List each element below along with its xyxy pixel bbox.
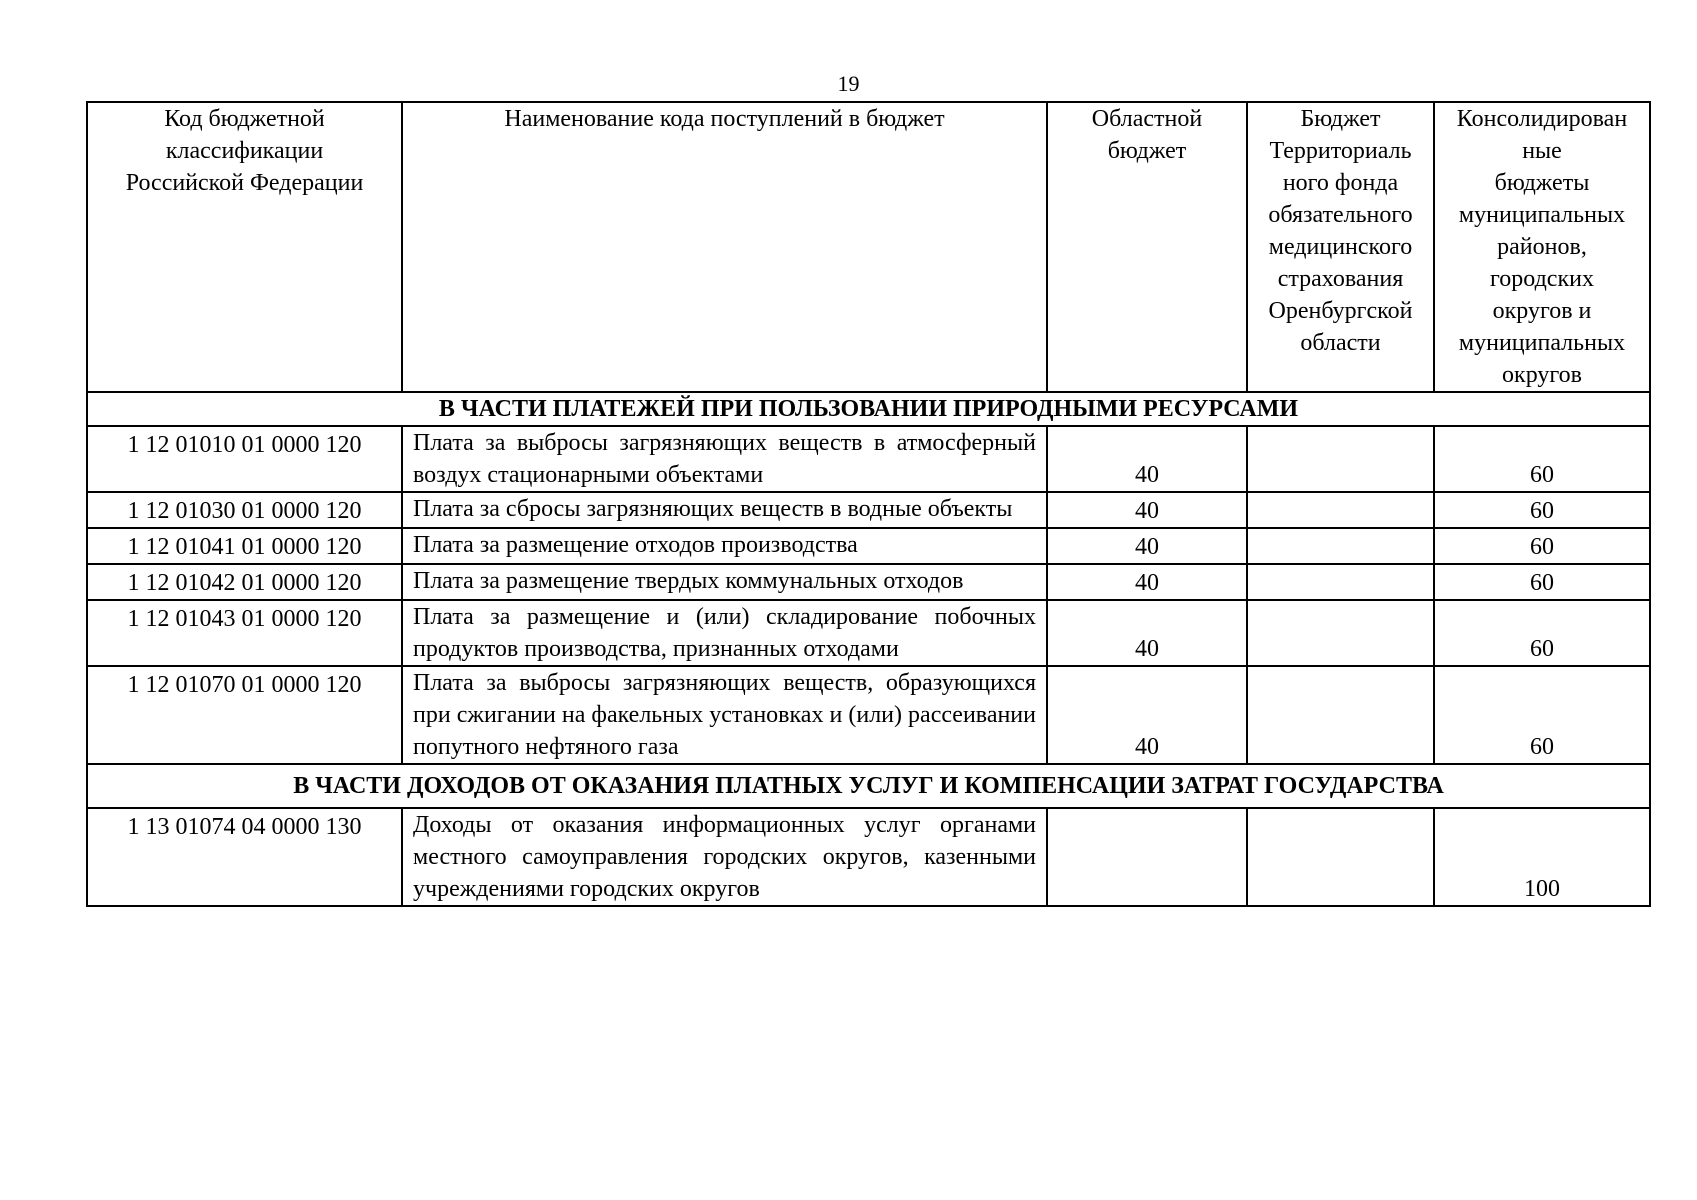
cell-regional: 40 (1047, 666, 1247, 764)
header-name-line: Наименование кода поступлений в бюджет (504, 106, 945, 132)
cell-tfoms (1247, 564, 1434, 600)
cell-code: 1 12 01041 01 0000 120 (87, 528, 402, 564)
cell-consolidated: 100 (1434, 808, 1650, 906)
header-consolidated-line: городских (1490, 266, 1594, 292)
header-consolidated-line: округов и (1492, 298, 1592, 324)
header-consolidated (1434, 102, 1650, 392)
header-code-line: классификации (165, 138, 324, 164)
header-tfoms-line: Оренбургской (1268, 298, 1413, 324)
table-row (87, 528, 1650, 564)
header-tfoms-line: обязательного (1268, 202, 1413, 228)
cell-regional: 40 (1047, 528, 1247, 564)
cell-tfoms (1247, 666, 1434, 764)
cell-consolidated: 60 (1434, 564, 1650, 600)
cell-name: Плата за выбросы загрязняющих веществ в атмосферный воздух стационарными объектами (402, 426, 1047, 492)
cell-consolidated: 60 (1434, 666, 1650, 764)
table-row (87, 808, 1650, 906)
cell-consolidated: 60 (1434, 528, 1650, 564)
cell-consolidated: 60 (1434, 492, 1650, 528)
section-title: В ЧАСТИ ПЛАТЕЖЕЙ ПРИ ПОЛЬЗОВАНИИ ПРИРОДНЫМИ РЕСУРСАМИ (87, 392, 1650, 426)
header-regional-line: Областной (1091, 106, 1203, 132)
cell-regional: 40 (1047, 564, 1247, 600)
cell-consolidated: 60 (1434, 600, 1650, 666)
header-consolidated-line: округов (1502, 362, 1582, 388)
header-tfoms-line: медицинского (1268, 234, 1413, 260)
header-tfoms (1247, 102, 1434, 392)
section-row (87, 392, 1650, 426)
header-tfoms-line: Территориаль (1269, 138, 1412, 164)
cell-code: 1 12 01030 01 0000 120 (87, 492, 402, 528)
header-consolidated-line: муниципальных (1458, 202, 1626, 228)
cell-code: 1 12 01010 01 0000 120 (87, 426, 402, 492)
header-code-line: Код бюджетной (164, 106, 325, 132)
header-tfoms-line: Бюджет (1300, 106, 1381, 132)
table-row (87, 492, 1650, 528)
cell-tfoms (1247, 528, 1434, 564)
table-header-row (87, 102, 1650, 392)
cell-regional (1047, 808, 1247, 906)
cell-name: Доходы от оказания информационных услуг органами местного самоуправления городских округов, казенными учреждениями городских округов (402, 808, 1047, 906)
table-row (87, 600, 1650, 666)
cell-tfoms (1247, 492, 1434, 528)
cell-regional: 40 (1047, 426, 1247, 492)
header-consolidated-line: ные (1522, 138, 1562, 164)
cell-name: Плата за размещение отходов производства (402, 528, 1047, 564)
header-name (402, 102, 1047, 392)
cell-name: Плата за выбросы загрязняющих веществ, образующихся при сжигании на факельных установках и (или) рассеивании попутного нефтяного газа (402, 666, 1047, 764)
cell-regional: 40 (1047, 600, 1247, 666)
cell-name: Плата за размещение твердых коммунальных отходов (402, 564, 1047, 600)
page-number: 19 (837, 71, 860, 96)
header-consolidated-line: муниципальных (1458, 330, 1626, 356)
cell-name: Плата за размещение и (или) складирование побочных продуктов производства, признанных отходами (402, 600, 1047, 666)
header-consolidated-line: бюджеты (1494, 170, 1590, 196)
budget-classification-table (86, 101, 1651, 907)
table-row (87, 564, 1650, 600)
header-tfoms-line: страхования (1277, 266, 1404, 292)
header-consolidated-line: Консолидирован (1456, 106, 1628, 132)
cell-tfoms (1247, 808, 1434, 906)
header-tfoms-line: ного фонда (1282, 170, 1399, 196)
cell-code: 1 13 01074 04 0000 130 (87, 808, 402, 906)
cell-name: Плата за сбросы загрязняющих веществ в водные объекты (402, 492, 1047, 528)
header-regional (1047, 102, 1247, 392)
cell-code: 1 12 01070 01 0000 120 (87, 666, 402, 764)
cell-tfoms (1247, 600, 1434, 666)
header-code-line: Российской Федерации (125, 170, 364, 196)
header-tfoms-line: области (1300, 330, 1381, 356)
cell-code: 1 12 01043 01 0000 120 (87, 600, 402, 666)
cell-tfoms (1247, 426, 1434, 492)
header-consolidated-line: районов, (1497, 234, 1587, 260)
header-regional-line: бюджет (1107, 138, 1187, 164)
section-row (87, 764, 1650, 808)
table-body (87, 102, 1650, 906)
cell-code: 1 12 01042 01 0000 120 (87, 564, 402, 600)
header-code (87, 102, 402, 392)
section-title: В ЧАСТИ ДОХОДОВ ОТ ОКАЗАНИЯ ПЛАТНЫХ УСЛУГ И КОМПЕНСАЦИИ ЗАТРАТ ГОСУДАРСТВА (87, 764, 1650, 808)
table-row (87, 426, 1650, 492)
table-row (87, 666, 1650, 764)
cell-consolidated: 60 (1434, 426, 1650, 492)
cell-regional: 40 (1047, 492, 1247, 528)
